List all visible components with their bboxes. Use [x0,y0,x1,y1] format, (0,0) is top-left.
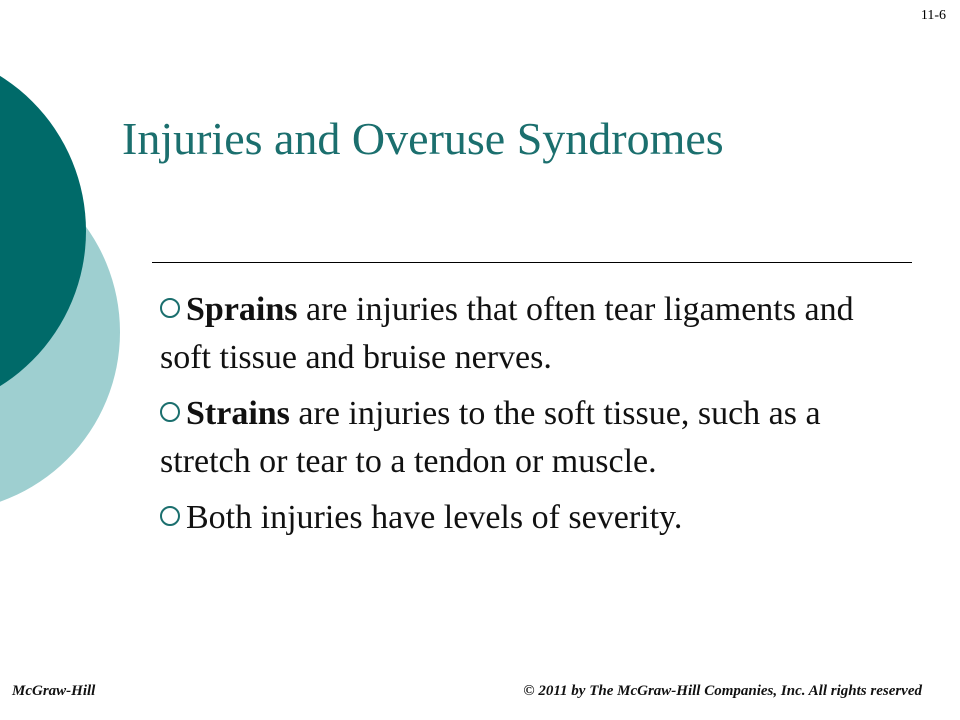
footer-publisher: McGraw-Hill [12,683,96,699]
bullet-list [160,286,860,550]
bullet-item-strains [160,390,860,486]
hollow-circle-bullet-icon [160,298,180,318]
bullet-text: are injuries to the soft tissue, such as a stretch or tear to a tendon or muscle. [160,395,821,480]
bullet-text: are injuries that often tear ligaments and soft tissue and bruise nerves. [160,291,854,376]
bullet-text: Both injuries have levels of severity. [186,499,683,536]
slide-number: 11-6 [920,8,946,23]
bullet-item-severity [160,494,860,542]
bullet-item-sprains [160,286,860,382]
hollow-circle-bullet-icon [160,506,180,526]
title-divider [152,262,912,263]
hollow-circle-bullet-icon [160,402,180,422]
slide-title: Injuries and Overuse Syndromes [122,113,724,164]
bullet-term: Strains [186,395,290,432]
footer-copyright: © 2011 by The McGraw-Hill Companies, Inc. All rights reserved [523,683,922,699]
bullet-term: Sprains [186,291,298,328]
